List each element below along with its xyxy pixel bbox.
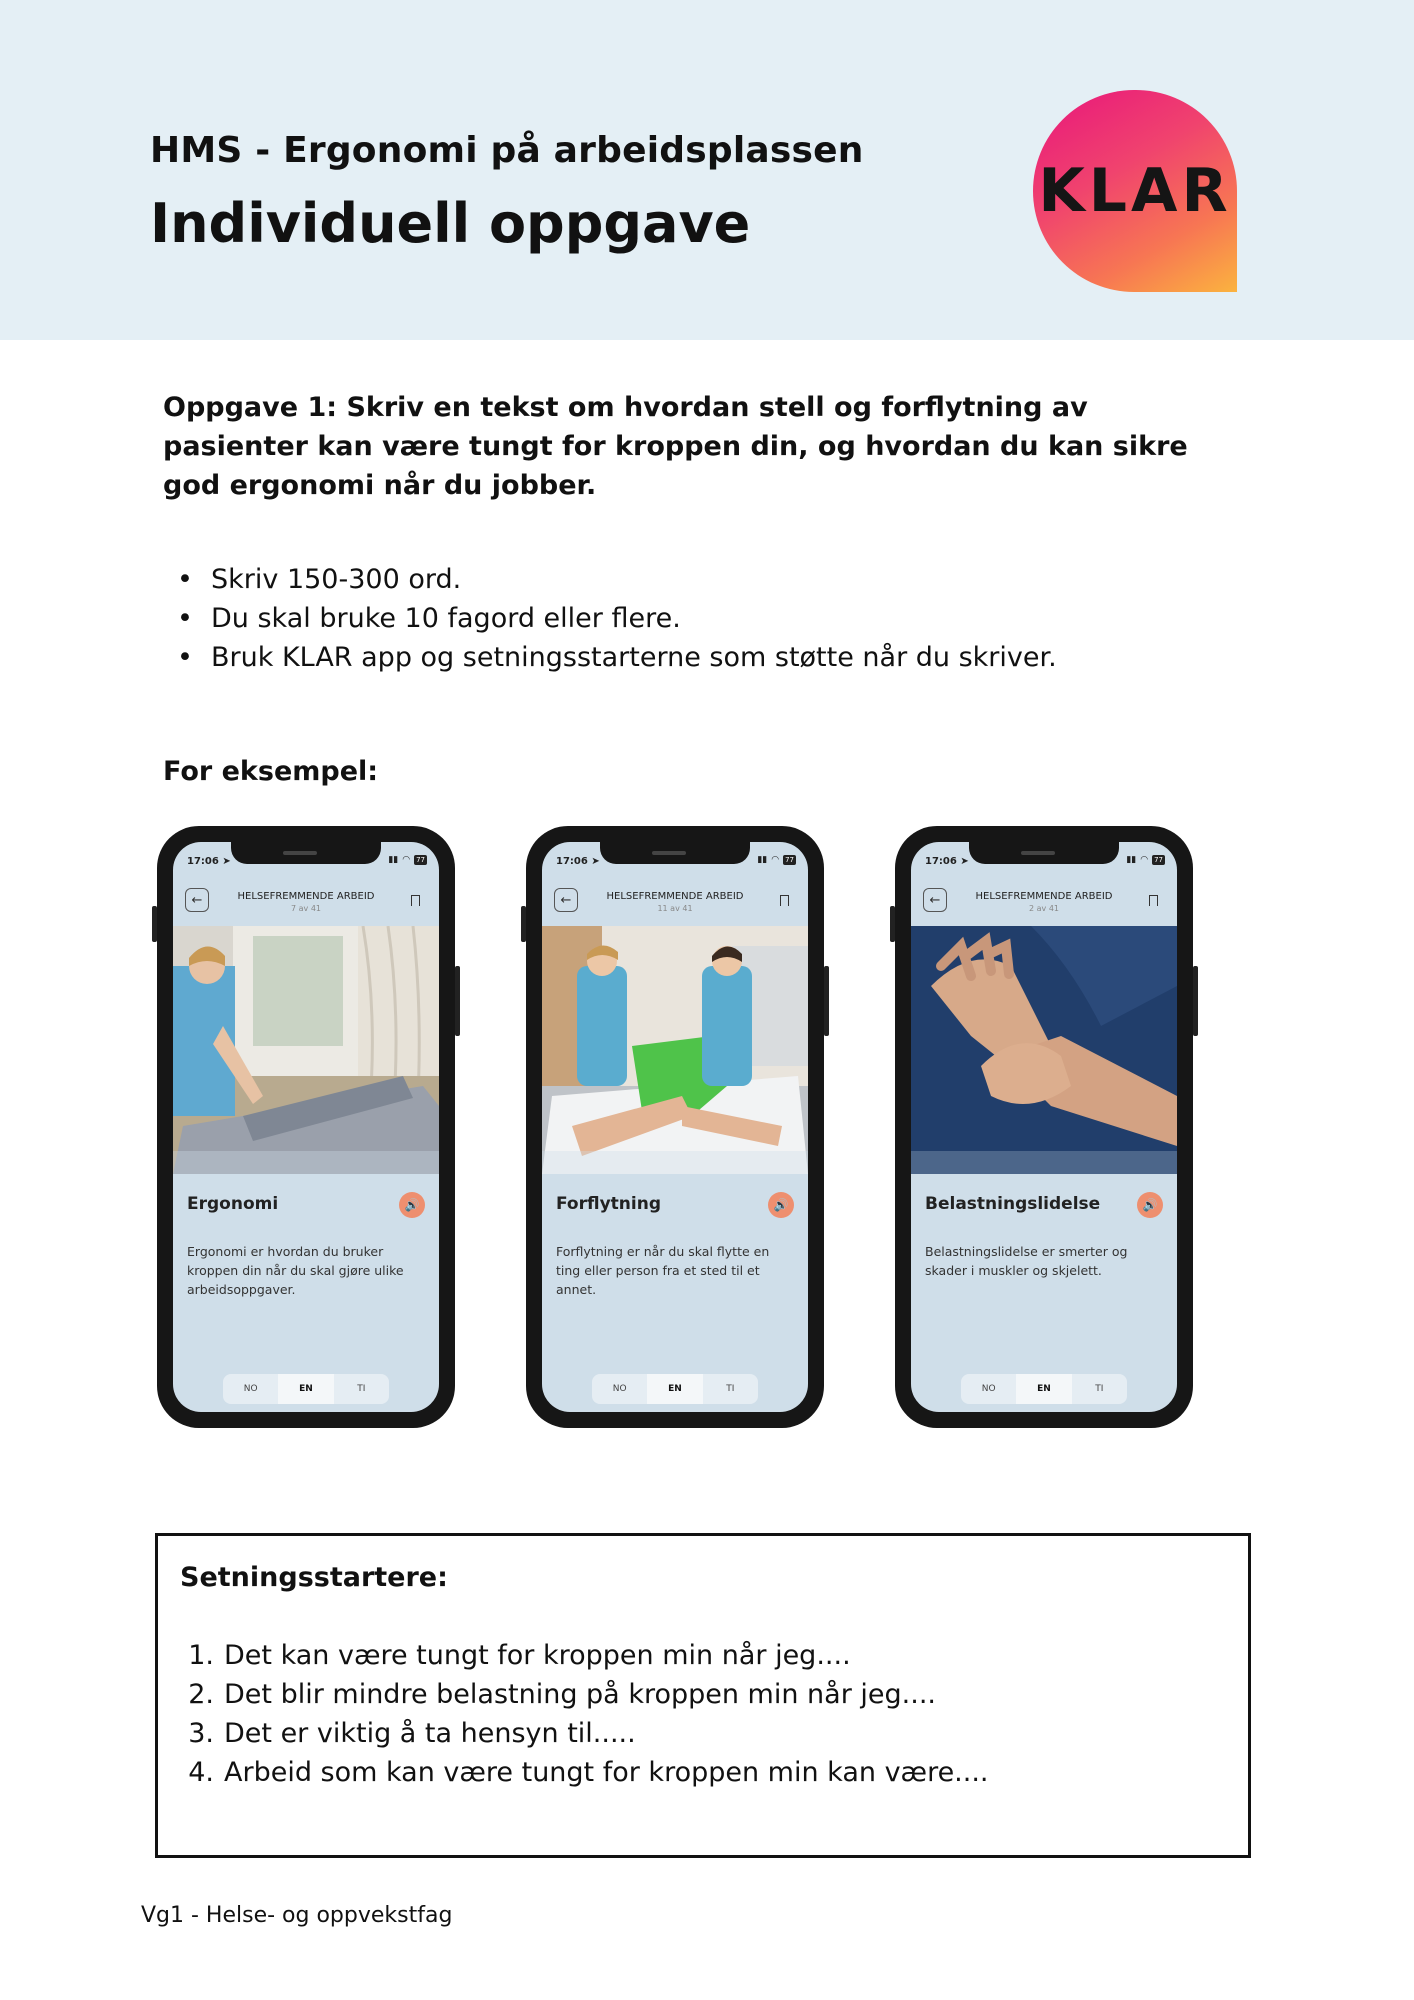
status-time: 17:06 ➤ <box>187 856 231 867</box>
list-item: 4. Arbeid som kan være tungt for kroppen min kan være.... <box>188 1757 989 1788</box>
wifi-icon: ◠ <box>402 855 411 865</box>
list-item: • Skriv 150-300 ord. <box>163 560 1057 599</box>
page-counter: 2 av 41 <box>1029 904 1059 913</box>
phone-notch <box>600 842 750 864</box>
status-icons <box>1126 855 1165 865</box>
phone-notch <box>231 842 381 864</box>
phone-screen <box>173 842 439 1412</box>
klar-logo <box>1033 90 1237 292</box>
list-item: 1. Det kan være tungt for kroppen min når jeg.... <box>188 1640 851 1671</box>
card-title: Belastningslidelse <box>925 1194 1101 1214</box>
wifi-icon: ◠ <box>1140 855 1149 865</box>
arrow-left-icon: ← <box>191 892 203 908</box>
card-title: Forflytning <box>556 1194 661 1214</box>
sentence-starters-list <box>180 1636 989 1792</box>
lang-option-no[interactable]: NO <box>243 1384 258 1394</box>
lang-option-no[interactable]: NO <box>981 1384 996 1394</box>
status-time: 17:06 ➤ <box>925 856 969 867</box>
sentence-starters-title: Setningsstartere: <box>180 1562 448 1593</box>
app-section-title: HELSEFREMMENDE ARBEID <box>606 891 744 902</box>
person-holding-wrist-photo <box>911 926 1177 1174</box>
arrow-left-icon: ← <box>560 892 572 908</box>
card-title: Ergonomi <box>187 1194 279 1214</box>
status-icons <box>757 855 796 865</box>
subject-heading: HMS - Ergonomi på arbeidsplassen <box>150 130 864 171</box>
speaker-button[interactable] <box>399 1192 425 1218</box>
list-item: 2. Det blir mindre belastning på kroppen min når jeg.... <box>188 1679 936 1710</box>
bookmark-icon <box>1149 895 1158 906</box>
bookmark-button[interactable] <box>1141 888 1165 912</box>
page-title: Individuell oppgave <box>150 192 751 255</box>
back-button[interactable] <box>185 888 209 912</box>
lang-option-no[interactable]: NO <box>612 1384 627 1394</box>
app-section-title: HELSEFREMMENDE ARBEID <box>237 891 375 902</box>
lang-option-ti[interactable]: TI <box>357 1384 366 1394</box>
lang-option-ti[interactable]: TI <box>726 1384 735 1394</box>
card-description: Belastningslidelse er smerter og skader i muskler og skjelett. <box>925 1244 1128 1278</box>
bookmark-icon <box>411 895 420 906</box>
card-description: Ergonomi er hvordan du bruker kroppen din når du skal gjøre ulike arbeidsoppgaver. <box>187 1244 404 1297</box>
bookmark-button[interactable] <box>403 888 427 912</box>
status-icons <box>388 855 427 865</box>
lang-option-en[interactable]: EN <box>647 1374 702 1404</box>
list-item: • Du skal bruke 10 fagord eller flere. <box>163 599 1057 638</box>
phone-mockup-belastningslidelse <box>895 826 1193 1428</box>
sentence-starters-box <box>155 1533 1251 1858</box>
speaker-icon: 🔊 <box>1142 1198 1158 1212</box>
app-section-title: HELSEFREMMENDE ARBEID <box>975 891 1113 902</box>
list-item: 3. Det er viktig å ta hensyn til..... <box>188 1718 636 1749</box>
phone-screen <box>542 842 808 1412</box>
signal-icon: ▮▮ <box>1126 855 1137 865</box>
language-switch <box>592 1374 758 1404</box>
language-switch <box>961 1374 1127 1404</box>
footer-course-label: Vg1 - Helse- og oppvekstfag <box>141 1903 453 1928</box>
lang-option-en[interactable]: EN <box>1016 1374 1071 1404</box>
speaker-icon: 🔊 <box>773 1198 789 1212</box>
back-button[interactable] <box>923 888 947 912</box>
phone-screen <box>911 842 1177 1412</box>
header-banner <box>0 0 1414 340</box>
bookmark-button[interactable] <box>772 888 796 912</box>
nurses-moving-patient-with-sling-photo <box>542 926 808 1174</box>
task-description: Oppgave 1: Skriv en tekst om hvordan stell og forflytning av pasienter kan være tungt for kroppen din, og hvordan du kan sikre god ergonomi når du jobber. <box>163 392 1188 501</box>
speaker-button[interactable] <box>768 1192 794 1218</box>
logo-text: KLAR <box>1038 156 1232 226</box>
requirements-list <box>163 560 1057 677</box>
phone-mockup-forflytning <box>526 826 824 1428</box>
nurse-massaging-patient-legs-photo <box>173 926 439 1174</box>
lang-option-ti[interactable]: TI <box>1095 1384 1104 1394</box>
speaker-button[interactable] <box>1137 1192 1163 1218</box>
status-time: 17:06 ➤ <box>556 856 600 867</box>
battery-icon: 77 <box>1154 856 1163 864</box>
phone-mockup-ergonomi <box>157 826 455 1428</box>
bookmark-icon <box>780 895 789 906</box>
example-heading: For eksempel: <box>163 756 379 787</box>
lang-option-en[interactable]: EN <box>278 1374 333 1404</box>
battery-icon: 77 <box>416 856 425 864</box>
arrow-left-icon: ← <box>929 892 941 908</box>
page-counter: 11 av 41 <box>657 904 693 913</box>
speaker-icon: 🔊 <box>404 1198 420 1212</box>
phone-notch <box>969 842 1119 864</box>
language-switch <box>223 1374 389 1404</box>
card-description: Forflytning er når du skal flytte en ting eller person fra et sted til et annet. <box>556 1244 770 1297</box>
back-button[interactable] <box>554 888 578 912</box>
signal-icon: ▮▮ <box>757 855 768 865</box>
signal-icon: ▮▮ <box>388 855 399 865</box>
wifi-icon: ◠ <box>771 855 780 865</box>
battery-icon: 77 <box>785 856 794 864</box>
page-counter: 7 av 41 <box>291 904 321 913</box>
list-item: • Bruk KLAR app og setningsstarterne som støtte når du skriver. <box>163 638 1057 677</box>
